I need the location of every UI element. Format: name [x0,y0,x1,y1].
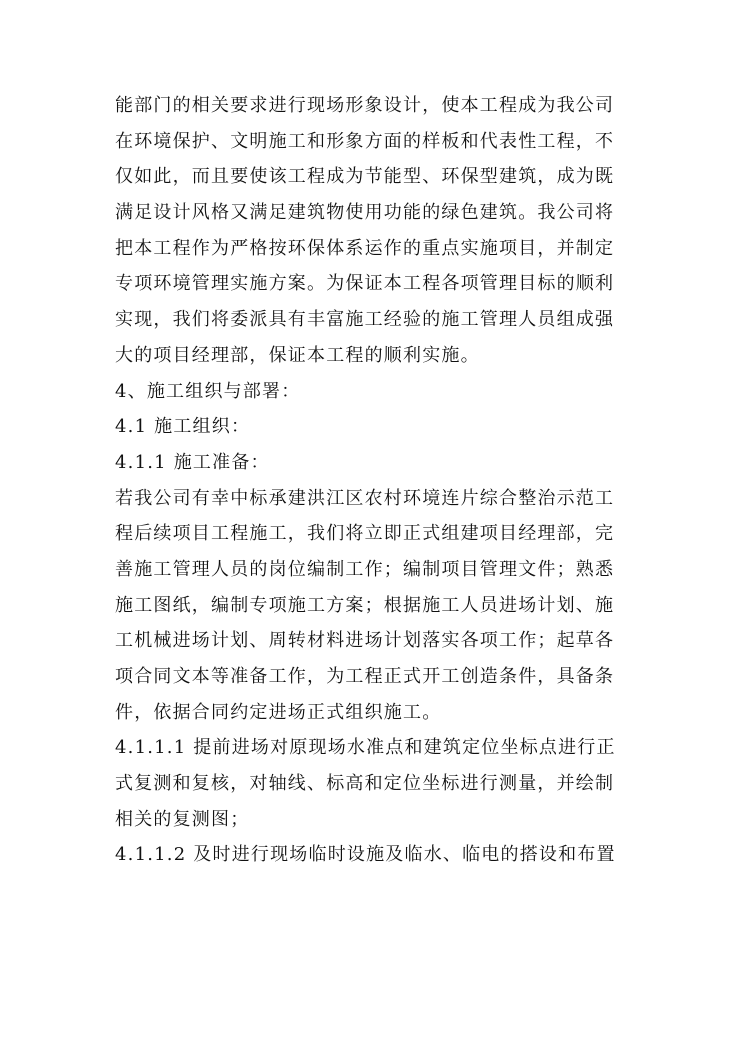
text-line: 项合同文本等准备工作，为工程正式开工创造条件，具备条 [115,666,615,687]
text-line: 专项环境管理实施方案。为保证本工程各项管理目标的顺利 [115,273,615,295]
text-line: 相关的复测图； [115,808,250,830]
text-line: 式复测和复核，对轴线、标高和定位坐标进行测量，并绘制 [115,773,615,795]
text-line: 仅如此，而且要使该工程成为节能型、环保型建筑，成为既 [115,166,615,188]
subsection-heading: 4.1 施工组织： [115,416,251,438]
section-heading: 4、施工组织与部署： [115,380,301,402]
subsection-heading: 4.1.1 施工准备： [115,451,270,473]
numbered-item: 4.1.1.1 提前进场对原现场水准点和建筑定位坐标点进行正 [115,737,616,759]
text-line: 善施工管理人员的岗位编制工作；编制项目管理文件；熟悉 [115,558,615,580]
text-line: 在环境保护、文明施工和形象方面的样板和代表性工程，不 [115,130,615,152]
text-line: 满足设计风格又满足建筑物使用功能的绿色建筑。我公司将 [115,202,615,224]
text-line: 实现，我们将委派具有丰富施工经验的施工管理人员组成强 [115,309,615,331]
text-line: 大的项目经理部，保证本工程的顺利实施。 [115,344,480,366]
text-line: 件，依据合同约定进场正式组织施工。 [115,701,442,723]
text-line: 若我公司有幸中标承建洪江区农村环境连片综合整治示范工 [115,487,615,509]
text-line: 能部门的相关要求进行现场形象设计，使本工程成为我公司 [115,95,615,116]
text-line: 程后续项目工程施工，我们将立即正式组建项目经理部，完 [115,523,615,545]
text-line: 工机械进场计划、周转材料进场计划落实各项工作；起草各 [115,630,615,652]
body-text [115,88,635,873]
text-line: 施工图纸，编制专项施工方案；根据施工人员进场计划、施 [115,594,615,616]
numbered-item: 4.1.1.2 及时进行现场临时设施及临水、临电的搭设和布置 [115,844,616,866]
text-line: 把本工程作为严格按环保体系运作的重点实施项目，并制定 [115,237,615,259]
